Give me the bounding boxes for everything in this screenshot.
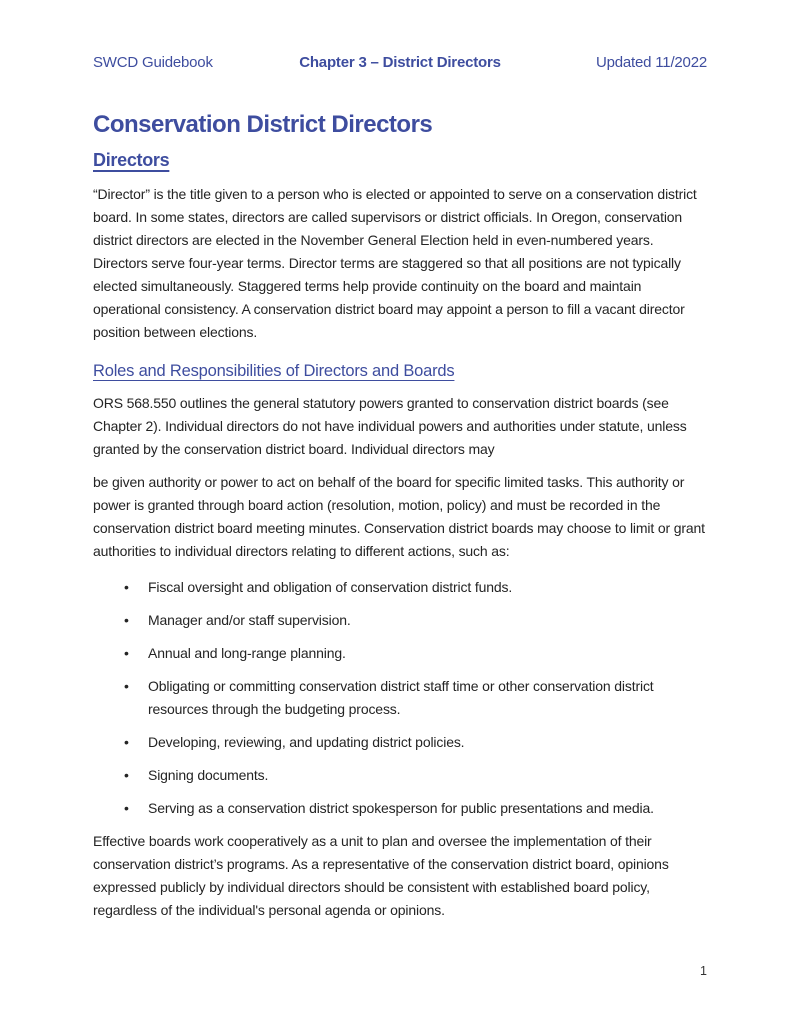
bullet-icon: • — [124, 767, 129, 783]
list-item-text: Manager and/or staff supervision. — [148, 612, 351, 628]
list-item-text: Annual and long-range planning. — [148, 645, 346, 661]
list-item — [93, 576, 707, 599]
list-item — [93, 731, 707, 754]
list-item-text: Developing, reviewing, and updating district policies. — [148, 734, 465, 750]
list-item-text: Obligating or committing conservation district staff time or other conservation district resources through the budgeting process. — [148, 678, 654, 717]
list-item — [93, 764, 707, 787]
paragraph-board-authority: be given authority or power to act on behalf of the board for specific limited tasks. This authority or power is granted through board action (resolution, motion, policy) and must be recorded in the conservation district board meeting minutes. Conservation district boards may choose to limit or grant authorities to individual directors relating to different actions, such as: — [93, 474, 705, 559]
list-item-text: Serving as a conservation district spokesperson for public presentations and media. — [148, 800, 654, 816]
bullet-icon: • — [124, 678, 129, 694]
paragraph-ors-powers: ORS 568.550 outlines the general statutory powers granted to conservation district boards (see Chapter 2). Individual directors do not have individual powers and authorities under statute, unless granted by the conservation district board. Individual directors may — [93, 395, 687, 457]
header-chapter-title: Chapter 3 – District Directors — [299, 54, 501, 71]
header-updated-date: Updated 11/2022 — [596, 54, 707, 71]
header-left-text: SWCD Guidebook — [93, 54, 213, 71]
director-authorities-list — [93, 576, 707, 820]
page-header — [93, 54, 707, 71]
list-item — [93, 675, 707, 721]
list-item-text: Fiscal oversight and obligation of conservation district funds. — [148, 579, 513, 595]
heading-directors: Directors — [93, 150, 170, 170]
page-title: Conservation District Directors — [93, 111, 433, 138]
list-item — [93, 642, 707, 665]
list-item-text: Signing documents. — [148, 767, 269, 783]
bullet-icon: • — [124, 612, 129, 628]
bullet-icon: • — [124, 645, 129, 661]
page-number: 1 — [700, 964, 707, 978]
bullet-icon: • — [124, 734, 129, 750]
bullet-icon: • — [124, 579, 129, 595]
list-item — [93, 797, 707, 820]
paragraph-effective-boards: Effective boards work cooperatively as a unit to plan and oversee the implementation of their conservation district’s programs. As a representative of the conservation district board, opinions expressed publicly by individual directors should be consistent with established board policy, regardless of the individual's personal agenda or opinions. — [93, 833, 669, 918]
heading-roles-responsibilities: Roles and Responsibilities of Directors and Boards — [93, 362, 455, 380]
paragraph-directors-intro: “Director” is the title given to a person who is elected or appointed to serve on a conservation district board. In some states, directors are called supervisors or district officials. In Oregon, conservation district directors are elected in the November General Election held in even-numbered years. Directors serve four-year terms. Director terms are staggered so that all positions are not typically elected simultaneously. Staggered terms help provide continuity on the board and maintain operational consistency. A conservation district board may appoint a person to fill a vacant director position between elections. — [93, 186, 697, 340]
bullet-icon: • — [124, 800, 129, 816]
list-item — [93, 609, 707, 632]
